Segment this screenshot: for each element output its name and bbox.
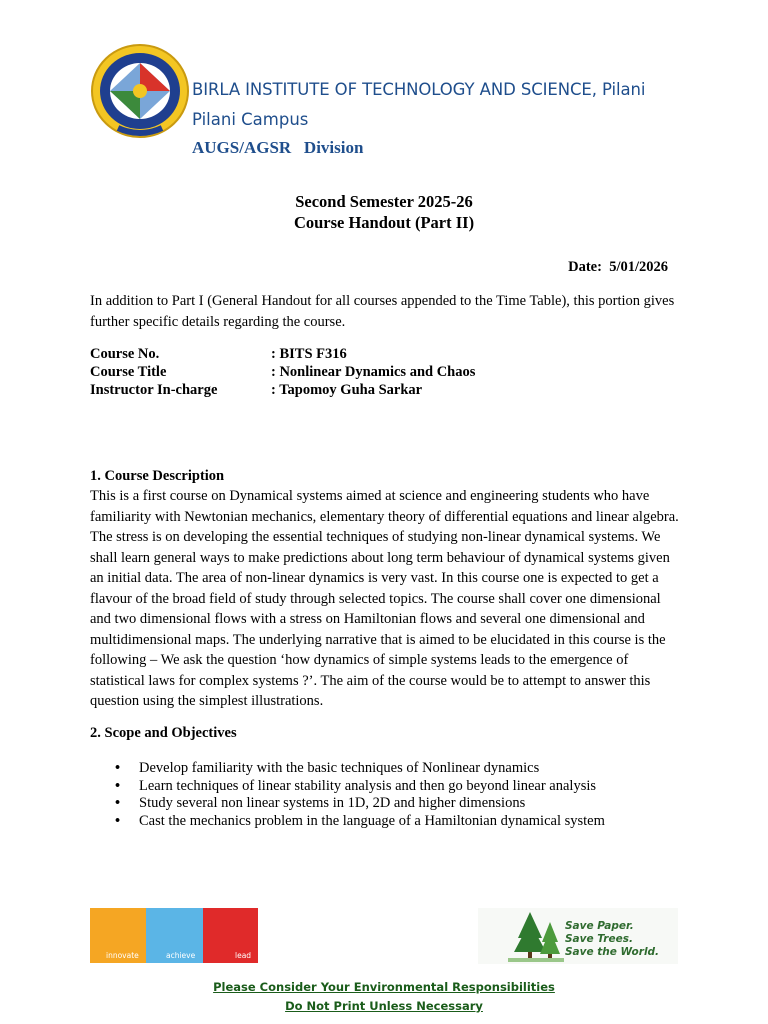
course-title-label: Course Title bbox=[90, 364, 167, 380]
list-item: • Study several non linear systems in 1D, 2D and higher dimensions bbox=[115, 795, 605, 813]
course-title-value: : Nonlinear Dynamics and Chaos bbox=[271, 364, 476, 380]
course-description-body: This is a first course on Dynamical systems aimed at science and engineering students who have familiarity with Newtonian mechanics, elementary theory of differential equations and linear algebra. The stress is on developing the essential techniques of studying non-linear dynamical systems. We shall learn general ways to make predictions about long term behaviour of dynamical systems given an initial data. The area of non-linear dynamics is very vast. In this course one is expected to get a flavour of the broad field of study through selected topics. The course shall cover one dimensional and two dimensional flows with a stress on Hamiltonian flows and several one dimensional and multidimensional maps. The underlying narrative that is aimed to be elucidated in this course is the following – We ask the question ‘how dynamics of simple systems leads to the emergence of statistical laws for complex systems ?’. The aim of the course would be to attempt to answer this question using the simplest illustrations. bbox=[90, 488, 679, 709]
intro-paragraph: In addition to Part I (General Handout for all courses appended to the Time Table), this portion gives further specific details regarding the course. bbox=[90, 293, 675, 330]
course-title-row bbox=[90, 364, 475, 381]
instructor-value: : Tapomoy Guha Sarkar bbox=[271, 382, 423, 398]
institute-name: BIRLA INSTITUTE OF TECHNOLOGY AND SCIENCE, Pilani bbox=[192, 80, 646, 99]
list-item: • Learn techniques of linear stability analysis and then go beyond linear analysis bbox=[115, 778, 605, 796]
course-number-label: Course No. bbox=[90, 346, 160, 362]
section-heading-course-description: 1. Course Description bbox=[90, 468, 225, 484]
instructor-label: Instructor In-charge bbox=[90, 382, 218, 398]
list-item: • Cast the mechanics problem in the language of a Hamiltonian dynamical system bbox=[115, 813, 605, 831]
motto-banner bbox=[90, 908, 258, 963]
campus-name: Pilani Campus bbox=[192, 110, 309, 129]
banner-innovate: innovate bbox=[90, 908, 146, 963]
banner-achieve: achieve bbox=[146, 908, 203, 963]
save-paper-text: Save Paper. Save Trees. Save the World. bbox=[565, 920, 660, 958]
course-number-value: : BITS F316 bbox=[271, 346, 347, 362]
banner-lead: lead bbox=[203, 908, 258, 963]
semester-title: Second Semester 2025-26 bbox=[295, 192, 473, 211]
handout-title: Course Handout (Part II) bbox=[293, 213, 475, 232]
trees-icon bbox=[478, 908, 564, 964]
division-name: AUGS/AGSR Division bbox=[192, 138, 364, 157]
section-heading-scope: 2. Scope and Objectives bbox=[90, 725, 237, 741]
objectives-list bbox=[115, 760, 605, 830]
instructor-row bbox=[90, 382, 422, 399]
print-notice: Do Not Print Unless Necessary bbox=[285, 999, 483, 1013]
course-number-row bbox=[90, 346, 347, 363]
environment-notice: Please Consider Your Environmental Responsibilities bbox=[213, 980, 555, 994]
institute-logo bbox=[88, 42, 192, 140]
handout-date: Date: 5/01/2026 bbox=[568, 259, 668, 275]
list-item: • Develop familiarity with the basic techniques of Nonlinear dynamics bbox=[115, 760, 605, 778]
